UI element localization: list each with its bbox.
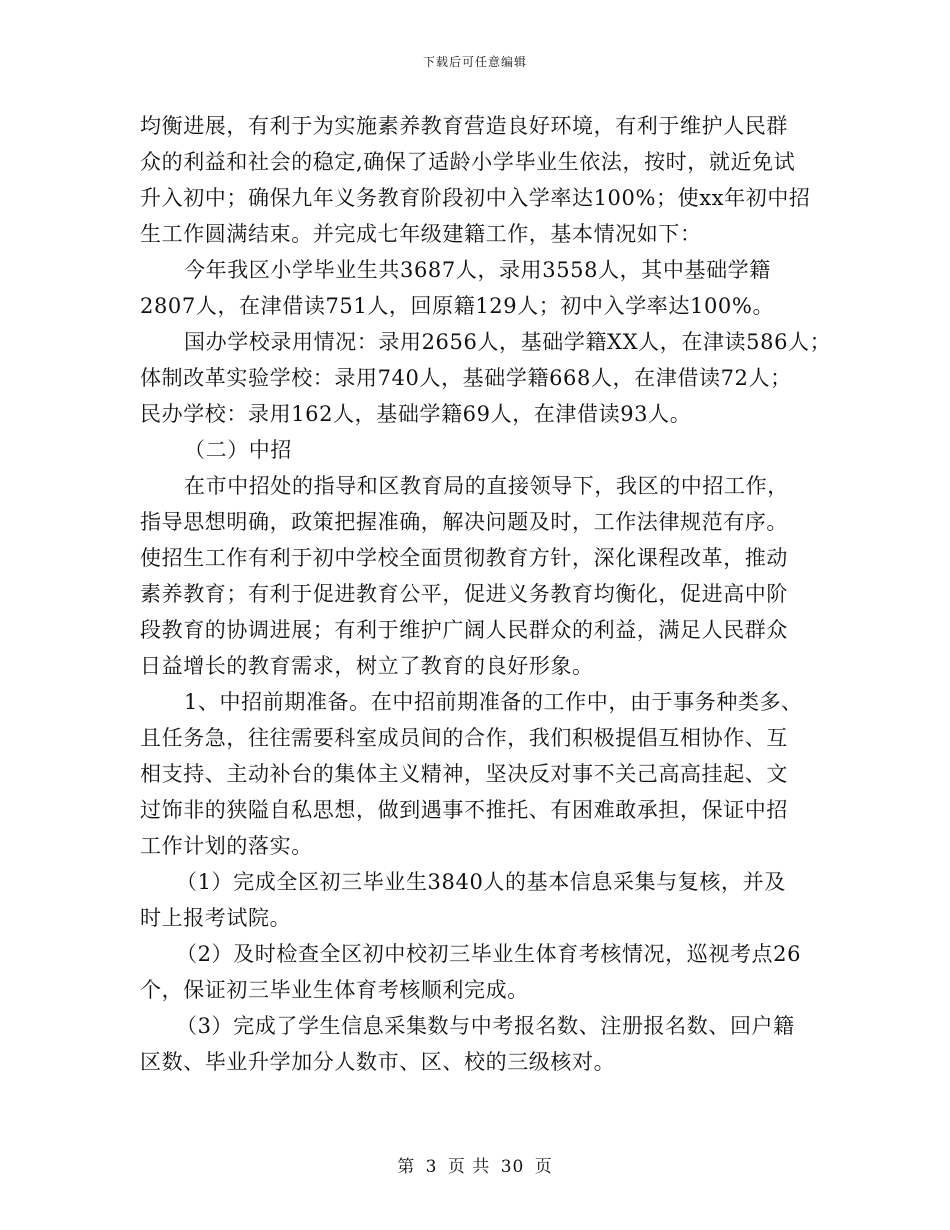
body-line: 相支持、主动补台的集体主义精神，坚决反对事不关己高高挂起、文 [140,762,788,786]
body-line: 升入初中；确保九年义务教育阶段初中入学率达100%；使xx年初中招 [140,186,811,210]
section-heading: （二）中招 [184,438,292,462]
body-line: 工作计划的落实。 [140,834,313,858]
body-line: 今年我区小学毕业生共3687人，录用3558人，其中基础学籍 [184,258,771,282]
body-line: 区数、毕业升学加分人数市、区、校的三级核对。 [140,1050,616,1074]
body-line: 在市中招处的指导和区教育局的直接领导下，我区的中招工作， [184,474,789,498]
body-line: 个，保证初三毕业生体育考核顺利完成。 [140,978,529,1002]
body-line: 体制改革实验学校：录用740人，基础学籍668人，在津借读72人； [140,366,792,390]
body-line: （2）及时检查全区初中校初三毕业生体育考核情况，巡视考点26 [176,942,802,966]
body-line: 均衡进展，有利于为实施素养教育营造良好环境，有利于维护人民群 [140,114,788,138]
body-line: 素养教育；有利于促进教育公平，促进义务教育均衡化，促进高中阶 [140,582,788,606]
page-number: 3 [425,1157,438,1177]
body-line: 且任务急，往往需要科室成员间的合作，我们积极提倡互相协作、互 [140,726,788,750]
body-line: 国办学校录用情况：录用2656人，基础学籍XX人，在津读586人； [184,330,832,354]
footer-middle: 页 共 [447,1157,491,1177]
body-line: 过饰非的狭隘自私思想，做到遇事不推托、有困难敢承担，保证中招 [140,798,788,822]
body-line: 民办学校：录用162人，基础学籍69人，在津借读93人。 [140,402,692,426]
body-line: 2807人，在津借读751人，回原籍129人；初中入学率达100%。 [140,294,775,318]
page-total: 30 [500,1157,525,1177]
body-line: 1、中招前期准备。在中招前期准备的工作中，由于事务种类多、 [184,690,803,714]
body-line: 日益增长的教育需求，树立了教育的良好形象。 [140,654,594,678]
body-line: 众的利益和社会的稳定,确保了适龄小学毕业生依法，按时，就近免试 [140,150,796,174]
document-body [140,108,830,1080]
page-footer [0,1157,950,1177]
body-line: 指导思想明确，政策把握准确，解决问题及时，工作法律规范有序。 [140,510,788,534]
body-line: 段教育的协调进展；有利于维护广阔人民群众的利益，满足人民群众 [140,618,788,642]
body-line: 生工作圆满结束。并完成七年级建籍工作，基本情况如下： [140,222,702,246]
page-header: 下载后可任意编辑 [422,55,527,69]
body-line: 时上报考试院。 [140,906,292,930]
body-line: （3）完成了学生信息采集数与中考报名数、注册报名数、回户籍 [176,1014,795,1038]
body-line: （1）完成全区初三毕业生3840人的基本信息采集与复核，并及 [176,870,786,894]
body-line: 使招生工作有利于初中学校全面贯彻教育方针，深化课程改革，推动 [140,546,788,570]
footer-prefix: 第 [397,1157,416,1177]
footer-suffix: 页 [534,1157,553,1177]
